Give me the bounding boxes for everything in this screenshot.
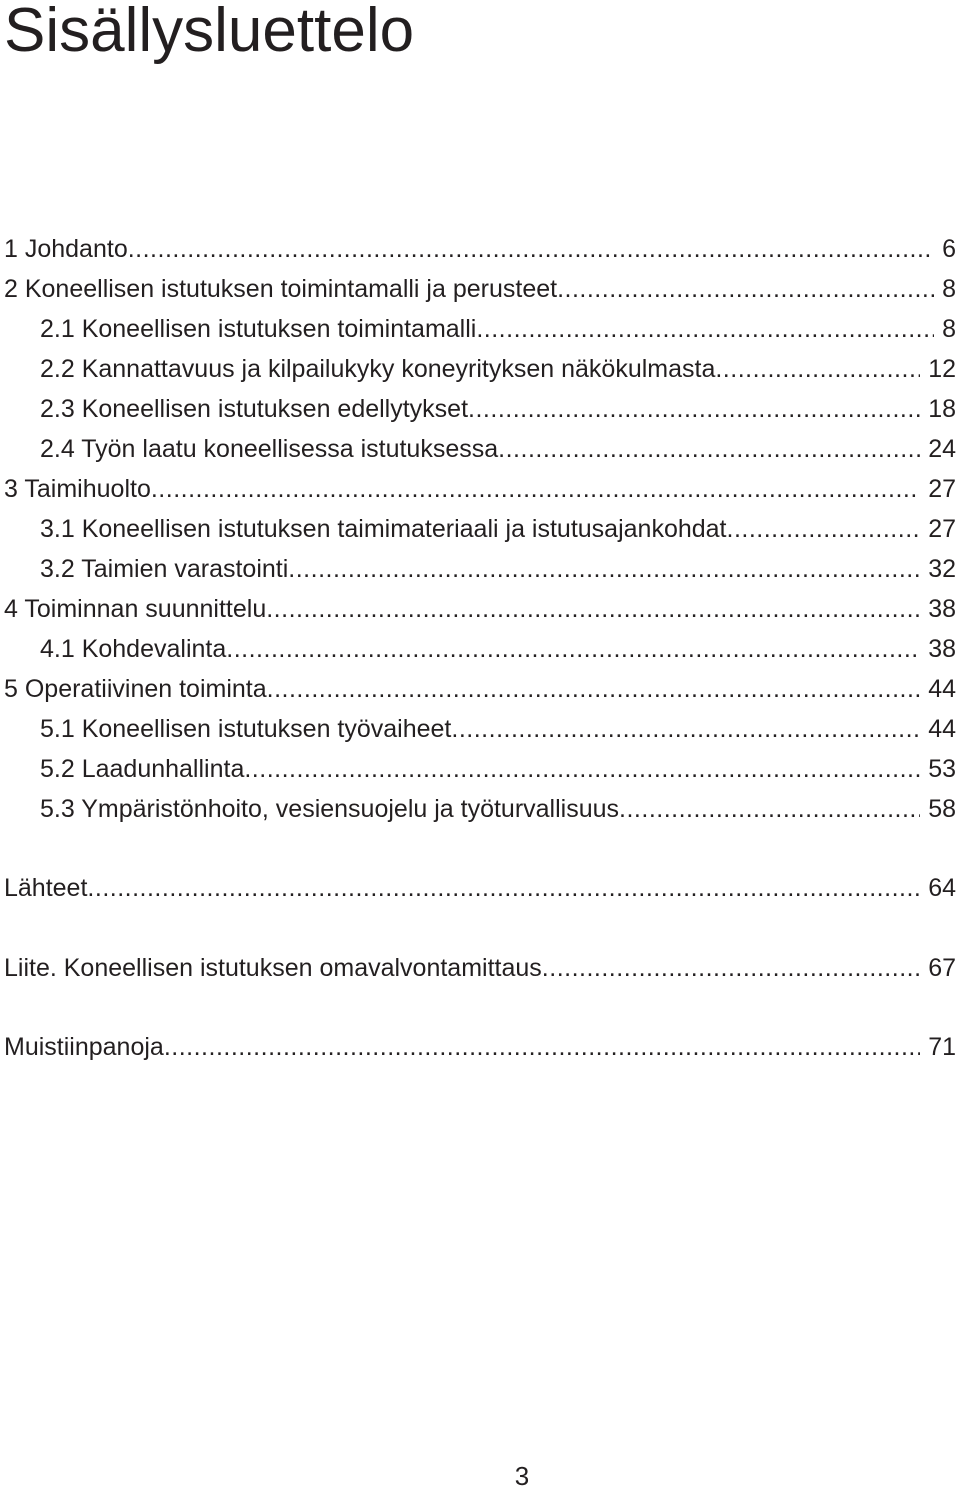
toc-entry-label: 2.1 Koneellisen istutuksen toimintamalli (40, 315, 477, 343)
toc-entry-label: Lähteet (4, 874, 88, 902)
toc-entry-label: Muistiinpanoja (4, 1033, 164, 1061)
toc-entry-label: 5.3 Ympäristönhoito, vesiensuojelu ja työturvallisuus (40, 795, 620, 823)
toc-entry-ymparistonhoito[interactable] (40, 793, 956, 825)
toc-entry-label: 1 Johdanto (4, 235, 128, 263)
toc-leader-dots (542, 952, 920, 984)
toc-entry-taimihuolto[interactable] (4, 473, 956, 505)
toc-leader-dots (267, 673, 921, 705)
toc-leader-dots (498, 433, 920, 465)
page-number: 3 (514, 1461, 530, 1491)
toc-entry-kohdevalinta[interactable] (40, 633, 956, 665)
toc-entry-page: 44 (928, 715, 956, 743)
toc-entry-tyovaiheet[interactable] (40, 713, 956, 745)
toc-leader-dots (476, 313, 934, 345)
toc-entry-page: 44 (928, 675, 956, 703)
toc-entry-page: 32 (928, 555, 956, 583)
toc-entry-laadunhallinta[interactable] (40, 753, 956, 785)
toc-entry-label: 3.1 Koneellisen istutuksen taimimateriaali ja istutusajankohdat (40, 515, 727, 543)
toc-entry-label: 3.2 Taimien varastointi (40, 555, 289, 583)
toc-entry-kannattavuus[interactable] (40, 353, 956, 385)
toc-entry-page: 64 (928, 874, 956, 902)
toc-entry-page: 24 (928, 435, 956, 463)
toc-entry-lahteet[interactable] (4, 872, 956, 904)
toc-entry-page: 27 (928, 475, 956, 503)
toc-entry-page: 38 (928, 595, 956, 623)
toc-entry-page: 6 (942, 235, 956, 263)
toc-entry-page: 58 (928, 795, 956, 823)
toc-entry-operatiivinen-toiminta[interactable] (4, 673, 956, 705)
toc-entry-johdanto[interactable] (4, 233, 956, 265)
toc-entry-page: 8 (942, 315, 956, 343)
toc-entry-liite[interactable] (4, 952, 956, 984)
toc-entry-taimimateriaali[interactable] (40, 513, 956, 545)
toc-entry-label: 4 Toiminnan suunnittelu (4, 595, 267, 623)
toc-entry-tyon-laatu[interactable] (40, 433, 956, 465)
page-title: Sisällysluettelo (4, 0, 415, 65)
toc-entry-label: 2 Koneellisen istutuksen toimintamalli ja perusteet (4, 275, 558, 303)
toc-entry-page: 27 (928, 515, 956, 543)
toc-leader-dots (451, 713, 920, 745)
toc-leader-dots (266, 593, 920, 625)
toc-leader-dots (557, 273, 934, 305)
toc-entry-page: 38 (928, 635, 956, 663)
toc-entry-label: 2.2 Kannattavuus ja kilpailukyky koneyrityksen näkökulmasta (40, 355, 716, 383)
toc-leader-dots (727, 513, 921, 545)
toc-leader-dots (244, 753, 920, 785)
toc-leader-dots (226, 633, 920, 665)
toc-entry-label: 2.4 Työn laatu koneellisessa istutuksessa (40, 435, 499, 463)
toc-entry-page: 12 (928, 355, 956, 383)
toc-leader-dots (619, 793, 920, 825)
toc-entry-label: 4.1 Kohdevalinta (40, 635, 227, 663)
toc-entry-page: 18 (928, 395, 956, 423)
toc-entry-label: 3 Taimihuolto (4, 475, 151, 503)
toc-entry-toiminnan-suunnittelu[interactable] (4, 593, 956, 625)
toc-entry-label: Liite. Koneellisen istutuksen omavalvontamittaus (4, 954, 542, 982)
toc-leader-dots (87, 872, 920, 904)
toc-leader-dots (288, 553, 920, 585)
toc-entry-label: 2.3 Koneellisen istutuksen edellytykset (40, 395, 469, 423)
toc-entry-label: 5.2 Laadunhallinta (40, 755, 245, 783)
toc-entry-edellytykset[interactable] (40, 393, 956, 425)
toc-leader-dots (164, 1031, 920, 1063)
toc-leader-dots (468, 393, 920, 425)
toc-entry-muistiinpanoja[interactable] (4, 1031, 956, 1063)
toc-entry-page: 71 (928, 1033, 956, 1061)
toc-entry-toimintamalli-perusteet[interactable] (4, 273, 956, 305)
toc-entry-label: 5.1 Koneellisen istutuksen työvaiheet (40, 715, 452, 743)
toc-entry-varastointi[interactable] (40, 553, 956, 585)
toc-leader-dots (151, 473, 920, 505)
toc-entry-toimintamalli[interactable] (40, 313, 956, 345)
toc-leader-dots (715, 353, 920, 385)
toc-leader-dots (128, 233, 934, 265)
toc-entry-label: 5 Operatiivinen toiminta (4, 675, 267, 703)
toc-entry-page: 8 (942, 275, 956, 303)
toc-entry-page: 67 (928, 954, 956, 982)
toc-entry-page: 53 (928, 755, 956, 783)
